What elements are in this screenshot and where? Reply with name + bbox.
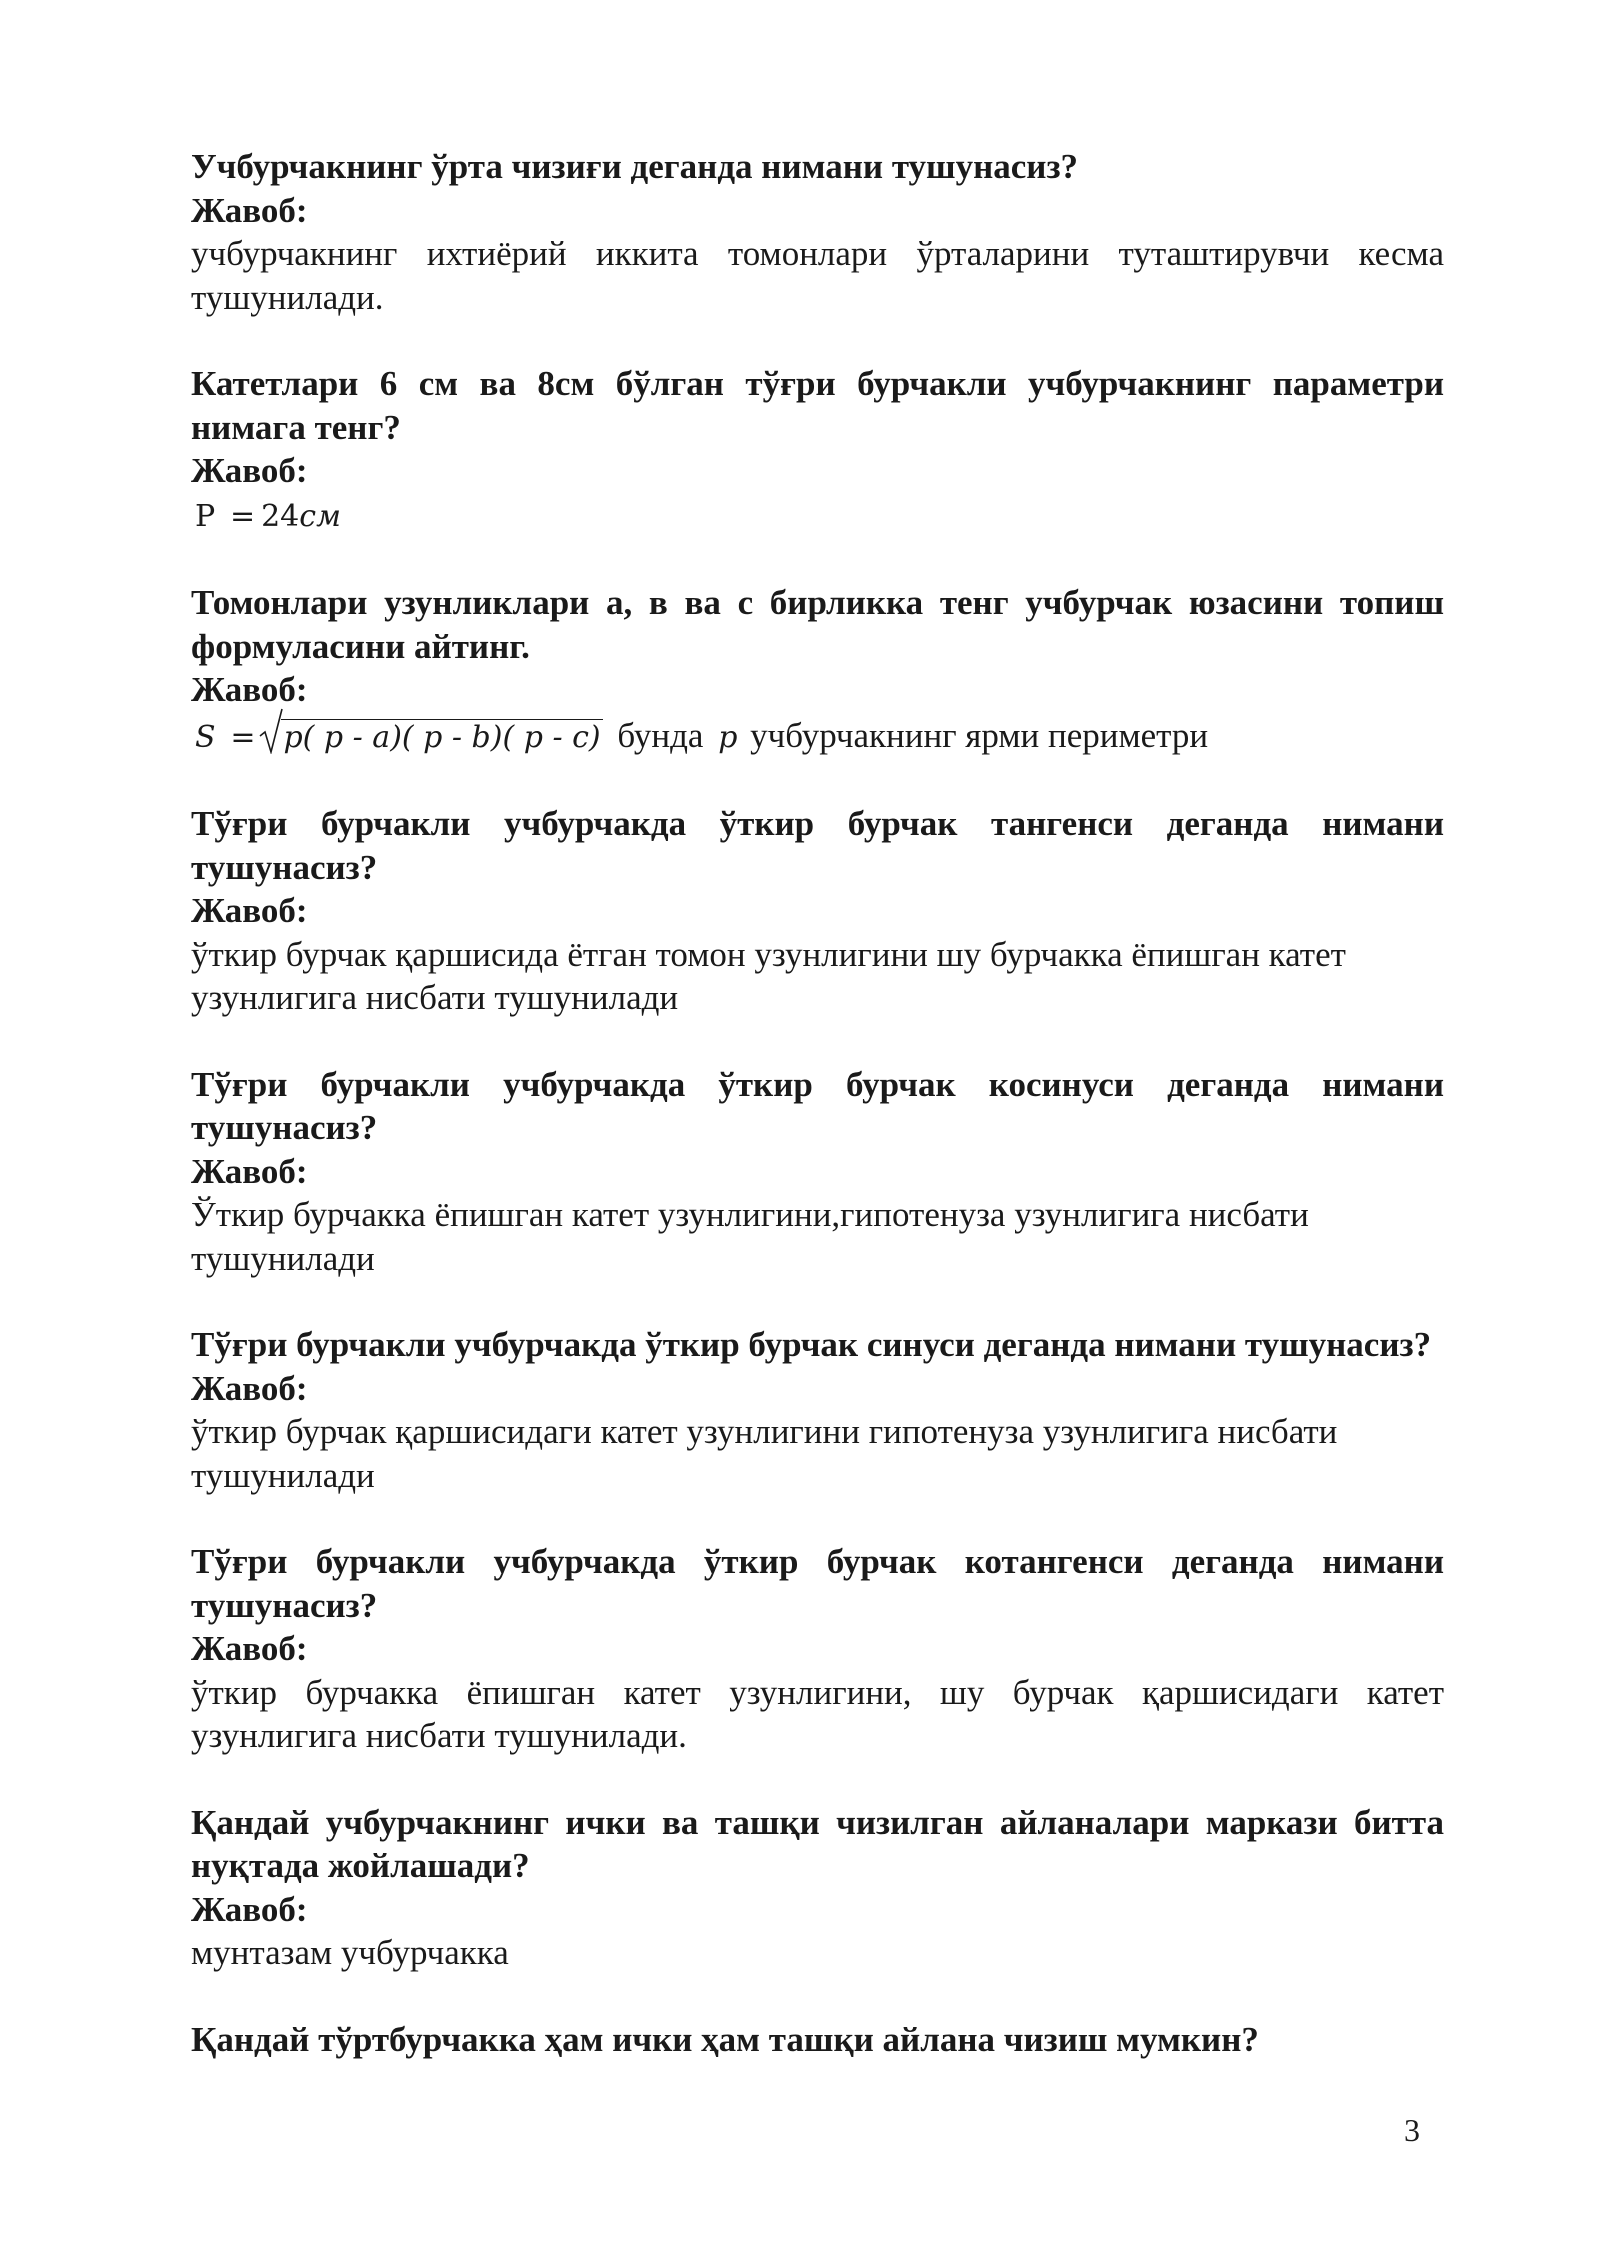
answer-text: Ўткир бурчакка ёпишган катет узунлигини,гипотенуза узунлигига нисбати тушунилади (191, 1195, 1309, 1278)
answer-text: учбурчакнинг ихтиёрий иккита томонлари ўрталарини туташтирувчи кесма тушунилади. (191, 234, 1444, 317)
formula-unit: см (299, 498, 341, 534)
qa-block (191, 1540, 1444, 1758)
qa-block (191, 1063, 1444, 1281)
question-text: Учбурчакнинг ўрта чизиғи деганда нимани тушунасиз? (191, 147, 1079, 186)
answer-label: Жавоб: (191, 1368, 308, 1408)
answer-text: мунтазам учбурчакка (191, 1933, 509, 1972)
answer-text: ўткир бурчак қаршисида ётган томон узунлигини шу бурчакка ёпишган катет узунлигига нисбати тушунилади (191, 934, 1346, 1017)
answer-text: ўткир бурчакка ёпишган катет узунлигини, шу бурчак қаршисидаги катет узунлигига нисбати тушунилади. (191, 1672, 1444, 1755)
radical-sign-icon (259, 708, 283, 754)
qa-block (191, 1801, 1444, 1975)
answer-label: Жавоб: (191, 1889, 308, 1929)
qa-block (191, 2018, 1444, 2062)
qa-block (191, 581, 1444, 759)
formula-value: 24 (261, 498, 300, 534)
formula-text: бунда (617, 715, 704, 755)
formula-equals: = (229, 498, 256, 534)
formula-description: учбурчакнинг ярми периметри (750, 715, 1209, 755)
page-number: 3 (1404, 2112, 1420, 2148)
qa-block (191, 362, 1444, 538)
question-text: Қандай тўртбурчакка ҳам ички ҳам ташқи айлана чизиш мумкин? (191, 2019, 1259, 2059)
qa-block (191, 1323, 1444, 1497)
answer-label: Жавоб: (191, 1151, 308, 1191)
answer-formula (191, 493, 1444, 539)
question-text: Тўғри бурчакли учбурчакда ўткир бурчак котангенси деганда нимани тушунасиз? (191, 1542, 1444, 1625)
radicand: p( p - a)( p - b)( p - c) (283, 719, 601, 755)
formula-variable: p (718, 719, 738, 755)
square-root (259, 714, 602, 758)
question-text: Тўғри бурчакли учбурчакда ўткир бурчак косинуси деганда нимани тушунасиз? (191, 1064, 1444, 1147)
qa-block (191, 802, 1444, 1020)
document-body (191, 145, 1444, 2104)
question-text: Тўғри бурчакли учбурчакда ўткир бурчак тангенси деганда нимани тушунасиз? (191, 804, 1444, 887)
answer-text: ўткир бурчак қаршисидаги катет узунлигини гипотенуза узунлигига нисбати тушунилади (191, 1412, 1338, 1495)
formula-lhs: P (195, 498, 216, 534)
answer-label: Жавоб: (191, 670, 308, 709)
qa-block (191, 145, 1444, 319)
question-text: Қандай учбурчакнинг ички ва ташқи чизилган айланалари маркази битта нуқтада жойлашади? (191, 1802, 1444, 1885)
answer-label: Жавоб: (191, 1629, 308, 1668)
question-text: Катетлари 6 см ва 8см бўлган тўғри бурчакли учбурчакнинг параметри нимага тенг? (191, 364, 1444, 447)
formula-equals: = (230, 719, 256, 755)
question-text: Тўғри бурчакли учбурчакда ўткир бурчак синуси деганда нимани тушунасиз? (191, 1325, 1432, 1364)
answer-label: Жавоб: (191, 190, 308, 230)
answer-formula (191, 714, 1444, 760)
answer-label: Жавоб: (191, 451, 308, 490)
question-text: Томонлари узунликлари a, в ва c бирликка тенг учбурчак юзасини топиш формуласини айтинг. (191, 583, 1444, 666)
formula-lhs: S (195, 719, 216, 755)
answer-label: Жавоб: (191, 891, 308, 930)
